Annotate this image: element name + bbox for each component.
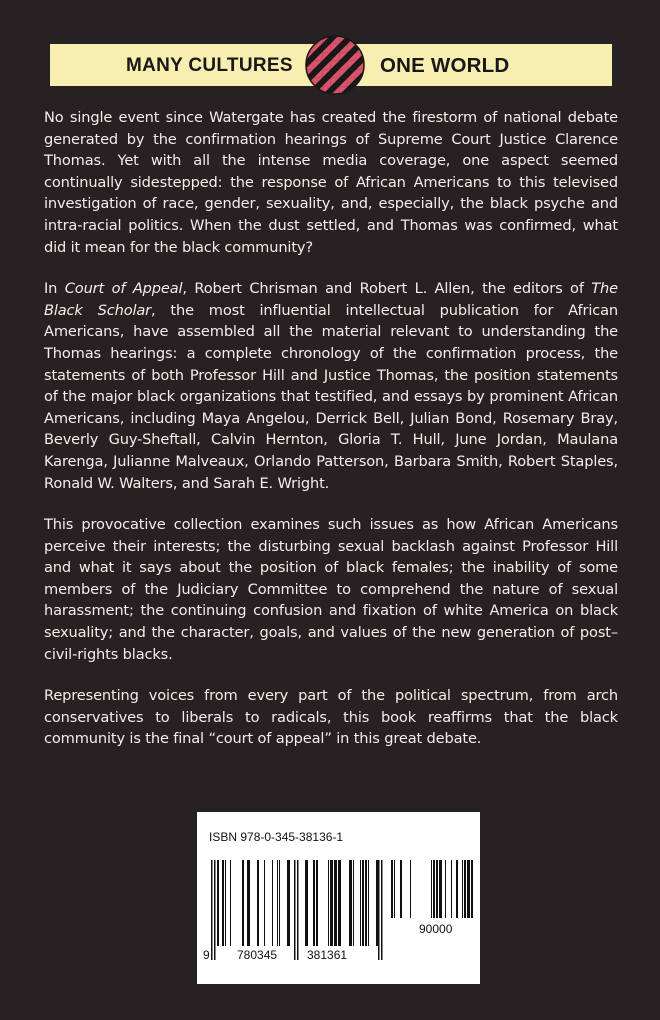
barcode-addon-digits: 90000 bbox=[419, 922, 453, 936]
journal-title: The Black Scholar bbox=[44, 280, 618, 319]
barcode-right-digits: 381361 bbox=[307, 948, 348, 962]
series-banner bbox=[50, 44, 612, 86]
barcode-left-digits: 780345 bbox=[237, 948, 278, 962]
paragraph-editors: , Robert Chrisman and Robert L. Allen, the editors of bbox=[182, 280, 584, 298]
paragraph-contents bbox=[44, 278, 618, 494]
paragraph-closing: Representing voices from every part of the political spectrum, from arch conservatives to liberals to radicals, this book reaffirms that the black community is the final “court of appeal” in this great debate. bbox=[44, 687, 618, 748]
paragraph-intro: No single event since Watergate has created the firestorm of national debate generated by the confirmation hearings of Supreme Court Justice Clarence Thomas. Yet with all the intense media coverage, one aspect seemed continually sidestepped: the response of African Americans to this televised investigation of race, gender, sexuality, and, especially, the black psyche and intra-racial politics. When the dust settled, and Thomas was confirmed, what did it mean for the black community? bbox=[44, 109, 618, 256]
back-cover-copy bbox=[44, 107, 618, 770]
book-title: Court of Appeal bbox=[64, 280, 183, 298]
paragraph-issues: This provocative collection examines such issues as how African Americans perceive their interests; the disturbing sexual backlash against Professor Hill and what it says about the position of black females; the inability of some members of the Judiciary Committee to comprehend the nature of sexual harassment; the continuing confusion and fixation of white America on black sexuality; and the character, goals, and values of the new generation of post–civil-rights blacks. bbox=[44, 516, 618, 663]
paragraph-contributors: , the most influential intellectual publication for African Americans, have assembled all the material relevant to understanding the Thomas hearings: a complete chronology of the confirmation process, the statements of both Professor Hill and Justice Thomas, the position statements of the major black organizations that testified, and essays by prominent African Americans, including Maya Angelou, Derrick Bell, Julian Bond, Rosemary Bray, Beverly Guy-Sheftall, Calvin Hernton, Gloria T. Hull, June Jordan, Maulana Karenga, Julianne Malveaux, Orlando Patterson, Barbara Smith, Robert Staples, Ronald W. Walters, and Sarah E. Wright. bbox=[44, 301, 618, 492]
globe-logo-icon bbox=[305, 35, 365, 95]
paragraph-in: In bbox=[44, 280, 58, 298]
isbn-label: ISBN 978-0-345-38136-1 bbox=[209, 830, 344, 844]
barcode-panel bbox=[197, 812, 480, 984]
banner-left-text: MANY CULTURES bbox=[126, 55, 293, 76]
barcode-lead-digit: 9 bbox=[203, 948, 210, 962]
banner-right-text: ONE WORLD bbox=[380, 54, 510, 77]
